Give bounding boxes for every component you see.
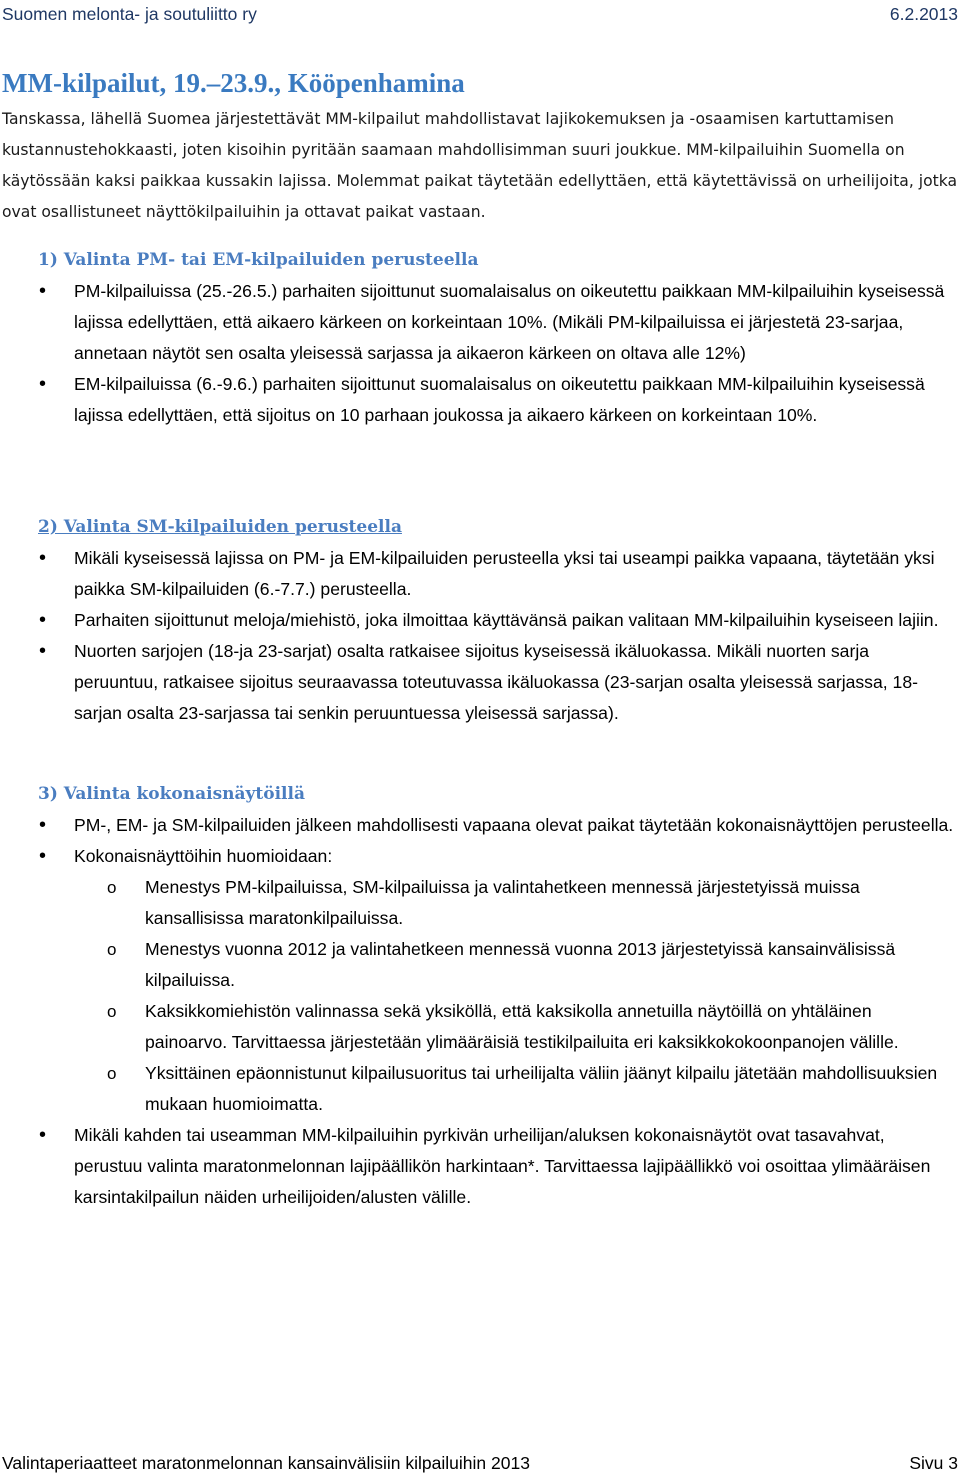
section-2-list — [74, 543, 958, 729]
section-1-list — [74, 276, 958, 431]
page-header — [0, 0, 960, 30]
sub-list-item: o Kaksikkomiehistön valinnassa sekä yksiköllä, että kaksikolla annetuilla näytöillä on yhtäläinen painoarvo. Tarvittaessa järjestetään ylimääräisiä testikilpailuita eri kaksikkokokoonpanojen välille. — [145, 996, 958, 1058]
sub-list — [0, 872, 958, 1120]
list-item: • Mikäli kyseisessä lajissa on PM- ja EM-kilpailuiden perusteella yksi tai useampi paikka vapaana, täytetään yksi paikka SM-kilpailuiden (6.-7.7.) perusteella. — [74, 543, 958, 605]
intro-text: Tanskassa, lähellä Suomea järjestettävät MM-kilpailut mahdollistavat lajikokemuksen ja -osaamisen kartuttamisen kustannustehokkaasti, joten kisoihin pyritään saamaan mahdollisimman suuri joukkue. MM-kilpailuihin Suomella on käytössään kaksi paikkaa kussakin lajissa. Molemmat paikat täytetään edellyttäen, että käytettävissä on urheilijoita, jotka ovat osallistuneet näyttökilpailuihin ja ottavat paikat vastaan. — [2, 110, 958, 221]
page-title: MM-kilpailut, 19.–23.9., Kööpenhamina — [2, 68, 465, 98]
sub-list-item: o Menestys vuonna 2012 ja valintahetkeen mennessä vuonna 2013 järjestetyissä kansainvälisissä kilpailuissa. — [145, 934, 958, 996]
list-item-label: Kokonaisnäyttöihin huomioidaan: — [74, 846, 333, 866]
list-item: • PM-, EM- ja SM-kilpailuiden jälkeen mahdollisesti vapaana olevat paikat täytetään kokonaisnäyttöjen perusteella. — [74, 810, 958, 841]
list-item: • Nuorten sarjojen (18-ja 23-sarjat) osalta ratkaisee sijoitus kyseisessä ikäluokassa. Mikäli nuorten sarja peruuntuu, ratkaisee sijoitus seuraavassa toteutuvassa ikäluokassa (23-sarjan osalta yleisessä sarjassa, 18-sarjan osalta 23-sarjassa tai senkin peruuntuessa yleisessä sarjassa). — [74, 636, 958, 729]
list-item: • EM-kilpailuissa (6.-9.6.) parhaiten sijoittunut suomalaisalus on oikeutettu paikkaan MM-kilpailuihin kyseisessä lajissa edellyttäen, että sijoitus on 10 parhaan joukossa ja aikaero kärkeen on korkeintaan 10%. — [74, 369, 958, 431]
section-3-heading: 3) Valinta kokonaisnäytöillä — [38, 784, 305, 804]
intro-paragraph — [2, 104, 958, 228]
list-item: • Parhaiten sijoittunut meloja/miehistö, joka ilmoittaa käyttävänsä paikan valitaan MM-kilpailuihin kyseiseen lajiin. — [74, 605, 958, 636]
footer-page-number: Sivu 3 — [909, 1453, 958, 1473]
section-2-heading: 2) Valinta SM-kilpailuiden perusteella — [38, 517, 402, 537]
section-3-list — [74, 810, 958, 1213]
header-date: 6.2.2013 — [889, 4, 958, 24]
header-organization: Suomen melonta- ja soutuliitto ry — [2, 4, 257, 24]
sub-list-item: o Menestys PM-kilpailuissa, SM-kilpailuissa ja valintahetkeen mennessä järjestetyissä muissa kansallisissa maratonkilpailuissa. — [145, 872, 958, 934]
list-item: • PM-kilpailuissa (25.-26.5.) parhaiten sijoittunut suomalaisalus on oikeutettu paikkaan MM-kilpailuihin kyseisessä lajissa edellyttäen, että aikaero kärkeen on korkeintaan 10%. (Mikäli PM-kilpailuissa ei järjestetä 23-sarjaa, annetaan näytöt sen osalta yleisessä sarjassa ja aikaeron kärkeen on oltava alle 12%) — [74, 276, 958, 369]
list-item — [74, 841, 958, 1120]
page-footer — [0, 1448, 960, 1479]
footer-document-name: Valintaperiaatteet maratonmelonnan kansainvälisiin kilpailuihin 2013 — [2, 1453, 530, 1473]
section-1-heading: 1) Valinta PM- tai EM-kilpailuiden perusteella — [38, 250, 479, 270]
sub-list-item: o Yksittäinen epäonnistunut kilpailusuoritus tai urheilijalta väliin jäänyt kilpailu jätetään mahdollisuuksien mukaan huomioimatta. — [145, 1058, 958, 1120]
list-item: • Mikäli kahden tai useamman MM-kilpailuihin pyrkivän urheilijan/aluksen kokonaisnäytöt ovat tasavahvat, perustuu valinta maratonmelonnan lajipäällikön harkintaan*. Tarvittaessa lajipäällikkö voi osoittaa ylimääräisen karsintakilpailun näiden urheilijoiden/alusten välille. — [74, 1120, 958, 1213]
